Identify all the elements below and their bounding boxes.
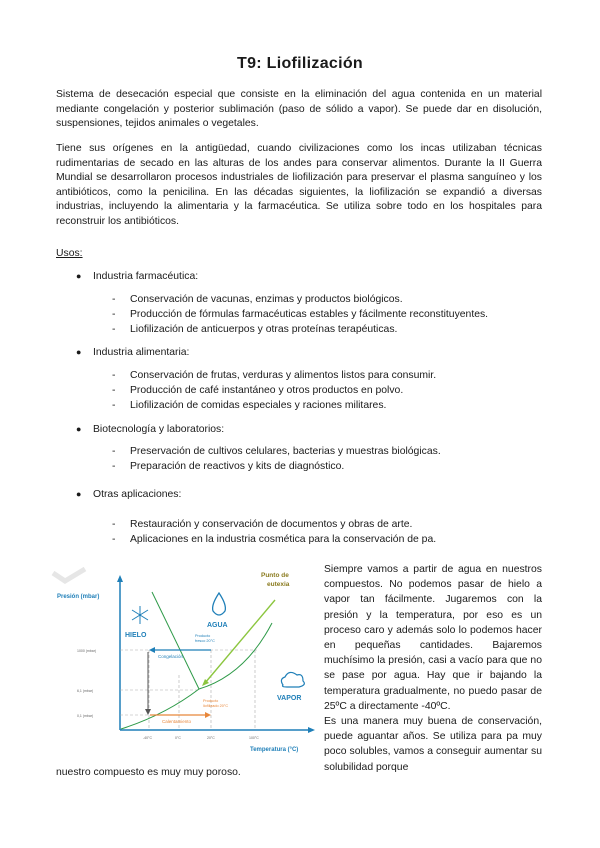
heating-label: Calentamiento <box>162 719 192 724</box>
tail-text: nuestro compuesto es muy muy poroso. <box>56 767 241 778</box>
list-item: - Conservación de frutas, verduras y alimentos listos para consumir. <box>112 370 437 381</box>
category-food <box>76 347 189 358</box>
page-title: T9: Liofilización <box>237 55 363 72</box>
list-other <box>112 517 436 547</box>
phase-diagram-svg <box>45 555 320 765</box>
usos-heading: Usos: <box>56 248 83 259</box>
freezing-label: Congelación <box>158 654 184 659</box>
watermark-icon <box>53 569 85 581</box>
svg-text:Producto: Producto <box>195 634 211 638</box>
y-axis-label: Presión (mbar) <box>57 594 100 600</box>
category-label: Industria alimentaria: <box>93 347 190 358</box>
svg-text:0,1 (mbar): 0,1 (mbar) <box>77 714 94 718</box>
bullet-icon: ● <box>76 489 82 499</box>
bullet-icon: ● <box>76 424 82 434</box>
list-item: - Preservación de cultivos celulares, bacterias y muestras biológicas. <box>112 446 441 457</box>
list-item: - Producción de fórmulas farmacéuticas estables y fácilmente reconstituyentes. <box>112 309 489 320</box>
svg-text:Producto: Producto <box>203 699 219 703</box>
svg-text:1000 (mbar): 1000 (mbar) <box>77 649 97 653</box>
water-drop-icon <box>213 593 226 615</box>
category-biotech <box>76 424 224 435</box>
side-paragraph: Siempre vamos a partir de agua en nuestros compuestos. No podemos pasar de hielo a vapor tan fácilmente. Jugaremos con la presión y la temperatura, por eso es un proceso caro y además solo lo podemos hacer en pequeñas cantidades. Bajaremos muchísimo la presión, casi a vacío para que no se pase por agua. Hay que ir bajando la temperatura gradualmente, no puedo pasar de 25ºC a directamente -40ºC. <box>324 564 542 712</box>
bullet-icon: ● <box>76 347 82 357</box>
list-pharma <box>112 292 488 337</box>
cloud-icon <box>281 672 304 687</box>
list-item: - Liofilización de comidas especiales y raciones militares. <box>112 400 387 411</box>
eutectic-label: Punto de <box>261 572 289 579</box>
list-item: - Producción de café instantáneo y otros productos en polvo. <box>112 385 404 396</box>
svg-text:0°C: 0°C <box>175 736 181 740</box>
phase-diagram <box>45 555 320 765</box>
side-text <box>324 562 542 775</box>
category-label: Otras aplicaciones: <box>93 489 182 500</box>
ice-label: HIELO <box>125 632 147 639</box>
side-paragraph: Es una manera muy buena de conservación, puede aguantar años. Se utiliza para pa muy poco solubles, vamos a conseguir aumentar su solubilidad porque <box>324 716 542 773</box>
list-item: - Aplicaciones en la industria cosmética para la conservación de pa. <box>112 534 437 545</box>
snowflake-icon <box>132 606 148 624</box>
category-label: Industria farmacéutica: <box>93 271 199 282</box>
category-pharma <box>76 271 198 282</box>
history-paragraph: Tiene sus orígenes en la antigüedad, cuando civilizaciones como los incas utilizaban técnicas rudimentarias de secado en las alturas de los andes para conservar alimentos. Durante la II Guerra Mundial se desarrollaron procesos industriales de liofilización para preservar el plasma sanguíneo y los antibióticos, como la penicilina. En las décadas siguientes, la liofilización se expandió a diversas industrias, incluyendo la alimentaria y la farmacéutica. Se utiliza sobre todo en los hospitales para reconstruir los antibióticos. <box>56 143 542 227</box>
list-biotech <box>112 444 441 474</box>
svg-text:fresco 20°C: fresco 20°C <box>195 639 215 643</box>
list-food <box>112 368 436 413</box>
svg-text:eutexia: eutexia <box>267 581 290 588</box>
svg-text:liofilizado 20°C: liofilizado 20°C <box>203 704 229 708</box>
svg-text:-40°C: -40°C <box>143 736 152 740</box>
svg-text:20°C: 20°C <box>207 736 215 740</box>
category-label: Biotecnología y laboratorios: <box>93 424 225 435</box>
intro-paragraph: Sistema de desecación especial que consiste en la eliminación del agua contenida en un material mediante congelación y posterior sublimación (paso de sólido a vapor). Se puede dar en disolución, suspensiones, tejidos animales o vegetales. <box>56 89 542 130</box>
vapor-label: VAPOR <box>277 695 302 702</box>
category-other <box>76 489 181 500</box>
list-item: - Restauración y conservación de documentos y obras de arte. <box>112 519 413 530</box>
bullet-icon: ● <box>76 271 82 281</box>
svg-text:100°C: 100°C <box>249 736 259 740</box>
list-item: - Preparación de reactivos y kits de diagnóstico. <box>112 461 345 472</box>
list-item: - Conservación de vacunas, enzimas y productos biológicos. <box>112 294 403 305</box>
water-label: AGUA <box>207 622 228 629</box>
svg-text:6,1 (mbar): 6,1 (mbar) <box>77 689 94 693</box>
list-item: - Liofilización de anticuerpos y otras proteínas terapéuticas. <box>112 324 398 335</box>
x-axis-label: Temperatura (°C) <box>250 747 299 753</box>
